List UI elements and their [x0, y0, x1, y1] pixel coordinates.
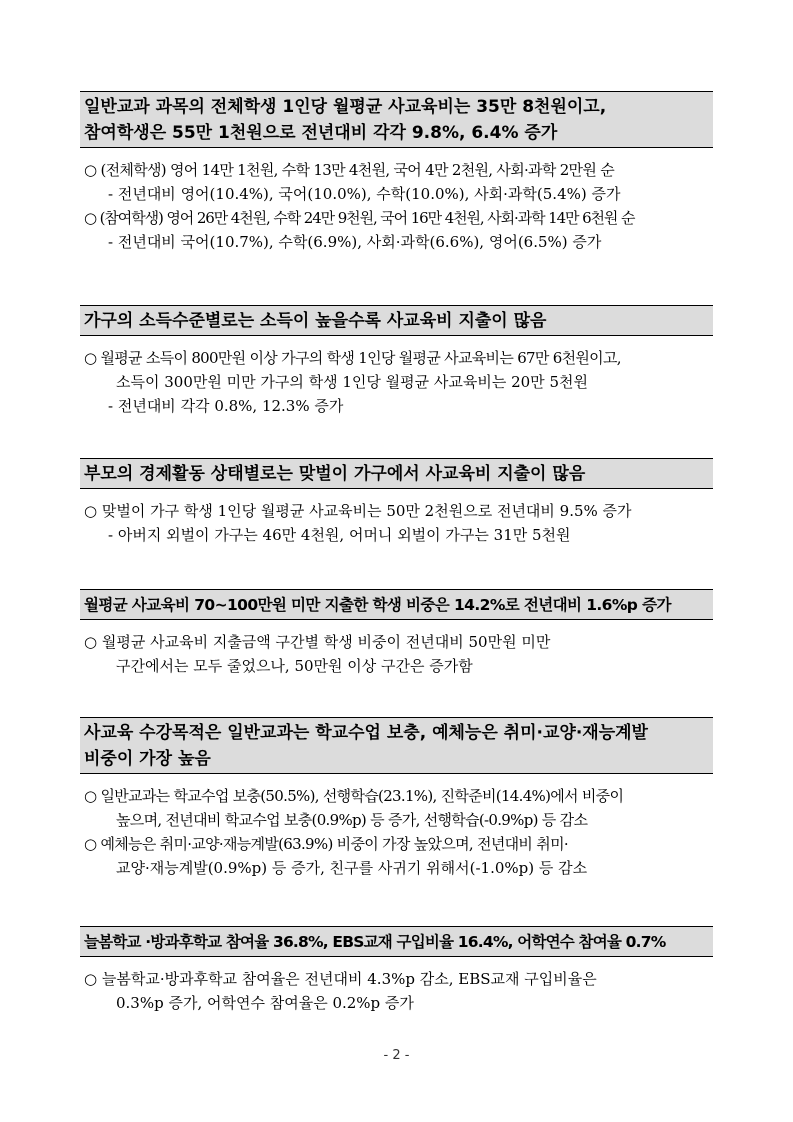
heading-line: 사교육 수강목적은 일반교과는 학교수업 보충, 예체능은 취미·교양·재능계발 — [84, 723, 648, 743]
bullet-continuation: 소득이 300만원 미만 가구의 학생 1인당 월평균 사교육비는 20만 5천원 — [116, 373, 588, 391]
section-body — [80, 346, 713, 418]
heading-line: 참여학생은 55만 1천원으로 전년대비 각각 9.8%, 6.4% 증가 — [84, 123, 558, 143]
section-body — [80, 784, 713, 880]
heading-line: 일반교과 과목의 전체학생 1인당 월평균 사교육비는 35만 8천원이고, — [84, 97, 607, 117]
section-heading — [80, 91, 713, 148]
bullet-item: ○ 월평균 소득이 800만원 이상 가구의 학생 1인당 월평균 사교육비는 67만 6천원이고, — [84, 349, 621, 367]
bullet-continuation: 교양·재능계발(0.9%p) 등 증가, 친구를 사귀기 위해서(-1.0%p) 등 감소 — [116, 859, 588, 877]
bullet-continuation: 0.3%p 증가, 어학연수 참여율은 0.2%p 증가 — [116, 994, 414, 1012]
section-body — [80, 630, 713, 678]
heading-line: 가구의 소득수준별로는 소득이 높을수록 사교육비 지출이 많음 — [84, 311, 547, 331]
section-heading — [80, 717, 713, 774]
bullet-item: ○ (전체학생) 영어 14만 1천원, 수학 13만 4천원, 국어 4만 2천원, 사회·과학 2만원 순 — [84, 161, 614, 179]
bullet-continuation: 구간에서는 모두 줄었으나, 50만원 이상 구간은 증가함 — [116, 657, 473, 675]
section-purpose — [80, 717, 713, 880]
bullet-item: ○ 월평균 사교육비 지출금액 구간별 학생 비중이 전년대비 50만원 미만 — [84, 633, 551, 651]
bullet-item: ○ 예체능은 취미·교양·재능계발(63.9%) 비중이 가장 높았으며, 전년대비 취미· — [84, 835, 568, 853]
heading-line: 부모의 경제활동 상태별로는 맞벌이 가구에서 사교육비 지출이 많음 — [84, 464, 586, 484]
section-heading — [80, 589, 713, 620]
section-heading — [80, 458, 713, 489]
heading-line: 늘봄학교 ·방과후학교 참여율 36.8%, EBS교재 구입비율 16.4%, 어학연수 참여율 0.7% — [84, 933, 666, 951]
section-income-level — [80, 305, 713, 418]
bullet-item: ○ 늘봄학교·방과후학교 참여율은 전년대비 4.3%p 감소, EBS교재 구입비율은 — [84, 970, 597, 988]
sub-item: - 아버지 외벌이 가구는 46만 4천원, 어머니 외벌이 가구는 31만 5천원 — [108, 526, 571, 544]
section-heading — [80, 305, 713, 336]
section-subject-expenses — [80, 91, 713, 254]
section-spending-range — [80, 589, 713, 678]
sub-item: - 전년대비 국어(10.7%), 수학(6.9%), 사회·과학(6.6%), 영어(6.5%) 증가 — [108, 233, 602, 251]
heading-line: 월평균 사교육비 70~100만원 미만 지출한 학생 비중은 14.2%로 전년대비 1.6%p 증가 — [84, 596, 671, 614]
section-participation-rates — [80, 926, 713, 1015]
bullet-continuation: 높으며, 전년대비 학교수업 보충(0.9%p) 등 증가, 선행학습(-0.9%p) 등 감소 — [116, 811, 588, 829]
section-body — [80, 967, 713, 1015]
sub-item: - 전년대비 각각 0.8%, 12.3% 증가 — [108, 397, 344, 415]
section-body — [80, 499, 713, 547]
page-number: - 2 - — [383, 1048, 410, 1063]
sub-item: - 전년대비 영어(10.4%), 국어(10.0%), 수학(10.0%), 사회·과학(5.4%) 증가 — [108, 185, 621, 203]
section-heading — [80, 926, 713, 957]
bullet-item: ○ 맞벌이 가구 학생 1인당 월평균 사교육비는 50만 2천원으로 전년대비 9.5% 증가 — [84, 502, 632, 520]
bullet-item: ○ (참여학생) 영어 26만 4천원, 수학 24만 9천원, 국어 16만 4천원, 사회·과학 14만 6천원 순 — [84, 209, 635, 227]
section-parent-economic-activity — [80, 458, 713, 547]
bullet-item: ○ 일반교과는 학교수업 보충(50.5%), 선행학습(23.1%), 진학준비(14.4%)에서 비중이 — [84, 787, 624, 805]
heading-line: 비중이 가장 높음 — [84, 749, 211, 769]
section-body — [80, 158, 713, 254]
